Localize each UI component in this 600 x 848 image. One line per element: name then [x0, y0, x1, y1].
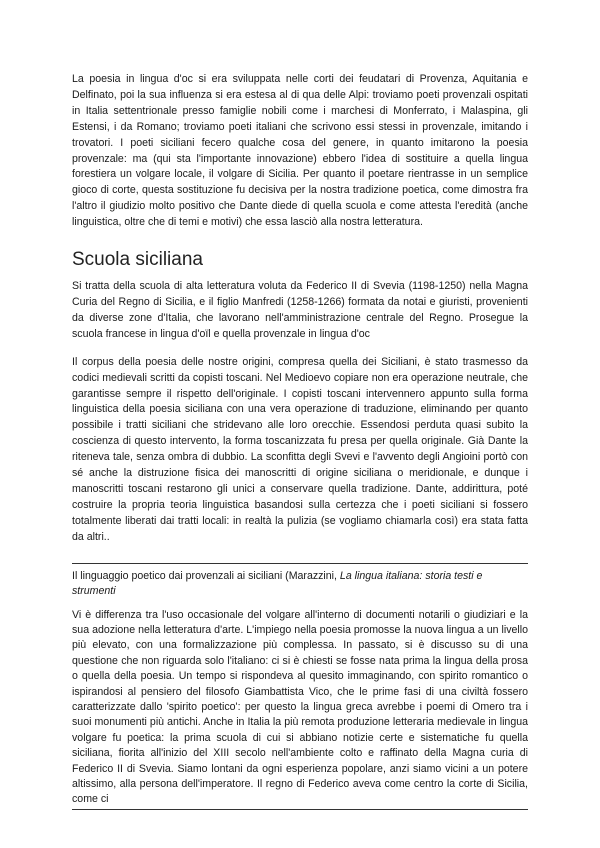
quote-title-prefix: Il linguaggio poetico dai provenzali ai siciliani (Marazzini, [72, 569, 340, 582]
quote-body: Vi è differenza tra l'uso occasionale del volgare all'interno di documenti notarili o giudiziari e la sua adozione nella letteratura d'arte. L'impiego nella poesia promosse la nuova lingua a un livello più elevato, con una formalizzazione più complessa. In passato, si è discusso su di una questione che non riguarda solo l'italiano: ci si è chiesti se fosse nata prima la lingua della prosa o quella della poesia. Un tempo si rispondeva al quesito immaginando, con spirito romantico o ispirandosi al pensiero del filosofo Giambattista Vico, che le prime fasi di una civiltà fossero caratterizzate dallo 'spirito poetico': per questo la lingua greca avrebbe i poemi di Omero tra i suoi monumenti più antichi. Anche in Italia la più remota produzione letteraria medievale in lingua volgare fu poetica: la prima scuola di cui si abbiano notizie certe e sistematiche fu quella siciliana, fiorita all'inizio del XIII secolo nell'ambiente colto e raffinato della Magna curia di Federico II di Svevia. Siamo lontani da ogni esperienza popolare, anzi siamo vicini a un potere altissimo, alla persona dell'imperatore. Il regno di Federico aveva come centro la corte di Sicilia, come ci [72, 608, 528, 806]
document-page [72, 72, 528, 810]
quote-title-book: La lingua italiana: storia testi e strumenti [72, 569, 483, 597]
intro-paragraph: La poesia in lingua d'oc si era sviluppata nelle corti dei feudatari di Provenza, Aquitania e Delfinato, poi la sua influenza si era estesa al di qua delle Alpi: troviamo poeti provenzali ospitati in Italia settentrionale presso famiglie nobili come i marchesi di Monferrato, i Malaspina, gli Estensi, i da Romano; troviamo poeti italiani che scrivono essi stessi in provenzale, imitando i trovatori. I poeti siciliani fecero qualche cosa del genere, in quanto imitarono la poesia provenzale: ma (qui sta l'importante innovazione) ebbero l'idea di sostituire a quella lingua forestiera un volgare locale, il volgare di Sicilia. Per quanto il poetare rientrasse in un semplice gioco di corte, questa sostituzione fu decisiva per la nostra tradizione poetica, come dimostra fra l'altro il giudizio molto positivo che Dante diede di quella scuola e come attesta l'eredità (anche linguistica, oltre che di temi e motivi) che essa lasciò alla nostra letteratura. [72, 73, 528, 229]
section-paragraph-2: Il corpus della poesia delle nostre origini, compresa quella dei Siciliani, è stato trasmesso da codici medievali scritti da copisti toscani. Nel Medioevo copiare non era operazione neutrale, che garantisse sempre il rispetto dell'originale. I copisti toscani intervennero appunto sulla forma linguistica della poesia siciliana con una vera operazione di traduzione, eliminando per quanto possibile i tratti siciliani che stridevano alle loro orecchie. Essendosi perduta quasi subito la coscienza di questo intervento, la forma toscanizzata fu presa per quella originale. Già Dante la riteneva tale, senza ombra di dubbio. La sconfitta degli Svevi e l'avvento degli Angioini portò con sé anche la distruzione fisica dei manoscritti di origine siciliana o meridionale, e dunque i manoscritti toscani restarono gli unici a conservare quella tradizione. Dante, addirittura, poté costruire la propria teoria linguistica basandosi sulla certezza che i poeti siciliani si fossero totalmente liberati dai tratti locali: in realtà la pulizia (se vogliamo chiamarla così) era stata fatta da altri.. [72, 355, 528, 543]
section-heading: Scuola siciliana [72, 249, 203, 271]
quote-title [72, 569, 528, 599]
paragraph-gap [72, 343, 528, 355]
quote-box [72, 563, 528, 810]
section-paragraph-1: Si tratta della scuola di alta letteratura voluta da Federico II di Svevia (1198-1250) nella Magna Curia del Regno di Sicilia, e il figlio Manfredi (1258-1266) formata da notai e giuristi, provenienti da diverse zone d'Italia, che lavorano nell'amministrazione centrale del Regno. Prosegue la scuola francese in lingua d'oïl e quella provenzale in lingua d'oc [72, 280, 528, 340]
